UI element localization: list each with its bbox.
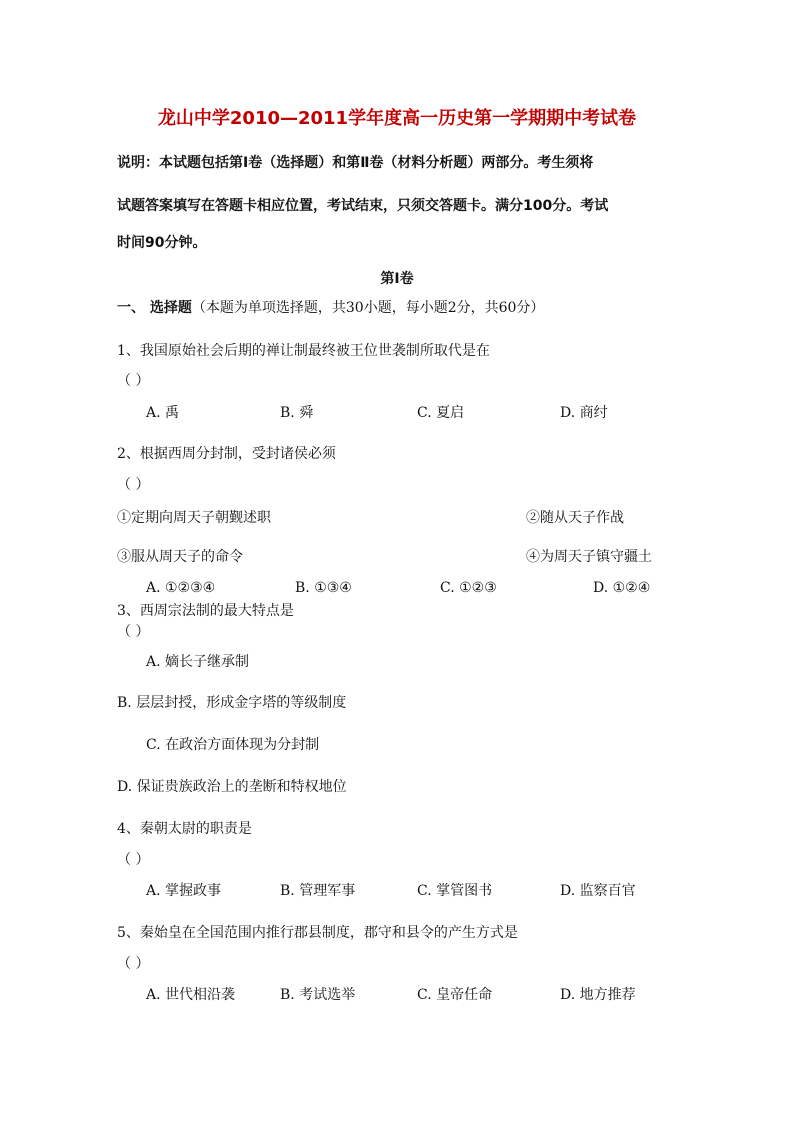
question-1-answer-blank: （ ） [117, 373, 150, 389]
question-4-stem: 4、秦朝太尉的职责是 [117, 821, 252, 837]
part-label: 一、 选择题 [117, 300, 192, 316]
part-heading [117, 297, 544, 317]
question-3-option-a: A. 嫡长子继承制 [146, 654, 250, 670]
question-3-option-c: C. 在政治方面体现为分封制 [146, 737, 320, 753]
question-3-option-d: D. 保证贵族政治上的垄断和特权地位 [117, 779, 347, 795]
question-1-stem: 1、我国原始社会后期的禅让制最终被王位世袭制所取代是在 [117, 343, 490, 359]
instructions-line-3: 时间90分钟。 [117, 235, 207, 251]
question-4-option-a: A. 掌握政事 [146, 883, 222, 899]
question-2-statement-1: ①定期向周天子朝觐述职 [117, 510, 271, 526]
question-2-option-d: D. ①②④ [593, 580, 651, 596]
part-description: （本题为单项选择题，共30小题，每小题2分，共60分） [191, 300, 545, 316]
question-2-statement-4: ④为周天子镇守疆土 [526, 549, 652, 565]
question-5-option-a: A. 世代相沿袭 [146, 987, 236, 1003]
question-1-option-d: D. 商纣 [560, 405, 608, 421]
question-2-option-c: C. ①②③ [440, 580, 497, 596]
question-5-option-d: D. 地方推荐 [560, 987, 636, 1003]
question-2-statement-3: ③服从周天子的命令 [117, 549, 243, 565]
question-4-option-d: D. 监察百官 [560, 883, 636, 899]
question-1-option-b: B. 舜 [280, 405, 314, 421]
instructions-line-2: 试题答案填写在答题卡相应位置，考试结束，只须交答题卡。满分100分。考试 [117, 198, 609, 214]
question-2-statement-2: ②随从天子作战 [526, 510, 624, 526]
question-5-option-b: B. 考试选举 [280, 987, 356, 1003]
instructions-line-1: 说明：本试题包括第Ⅰ卷（选择题）和第Ⅱ卷（材料分析题）两部分。考生须将 [117, 155, 594, 171]
question-2-answer-blank: （ ） [117, 477, 150, 493]
question-2-option-a: A. ①②③④ [146, 580, 216, 596]
exam-title: 龙山中学2010—2011学年度高一历史第一学期期中考试卷 [157, 108, 637, 129]
question-2-option-b: B. ①③④ [295, 580, 352, 596]
question-5-stem: 5、秦始皇在全国范围内推行郡县制度，郡守和县令的产生方式是 [117, 925, 518, 941]
question-3-answer-blank: （ ） [117, 624, 150, 640]
question-3-option-b: B. 层层封授，形成金字塔的等级制度 [117, 695, 347, 711]
question-2-stem: 2、根据西周分封制，受封诸侯必须 [117, 446, 336, 462]
question-4-answer-blank: （ ） [117, 852, 150, 868]
question-5-option-c: C. 皇帝任命 [417, 987, 493, 1003]
question-4-option-c: C. 掌管图书 [417, 883, 493, 899]
question-1-option-c: C. 夏启 [417, 405, 465, 421]
question-1-option-a: A. 禹 [146, 405, 180, 421]
section-heading: 第Ⅰ卷 [380, 271, 414, 287]
question-4-option-b: B. 管理军事 [280, 883, 356, 899]
question-5-answer-blank: （ ） [117, 956, 150, 972]
question-3-stem: 3、西周宗法制的最大特点是 [117, 603, 294, 619]
